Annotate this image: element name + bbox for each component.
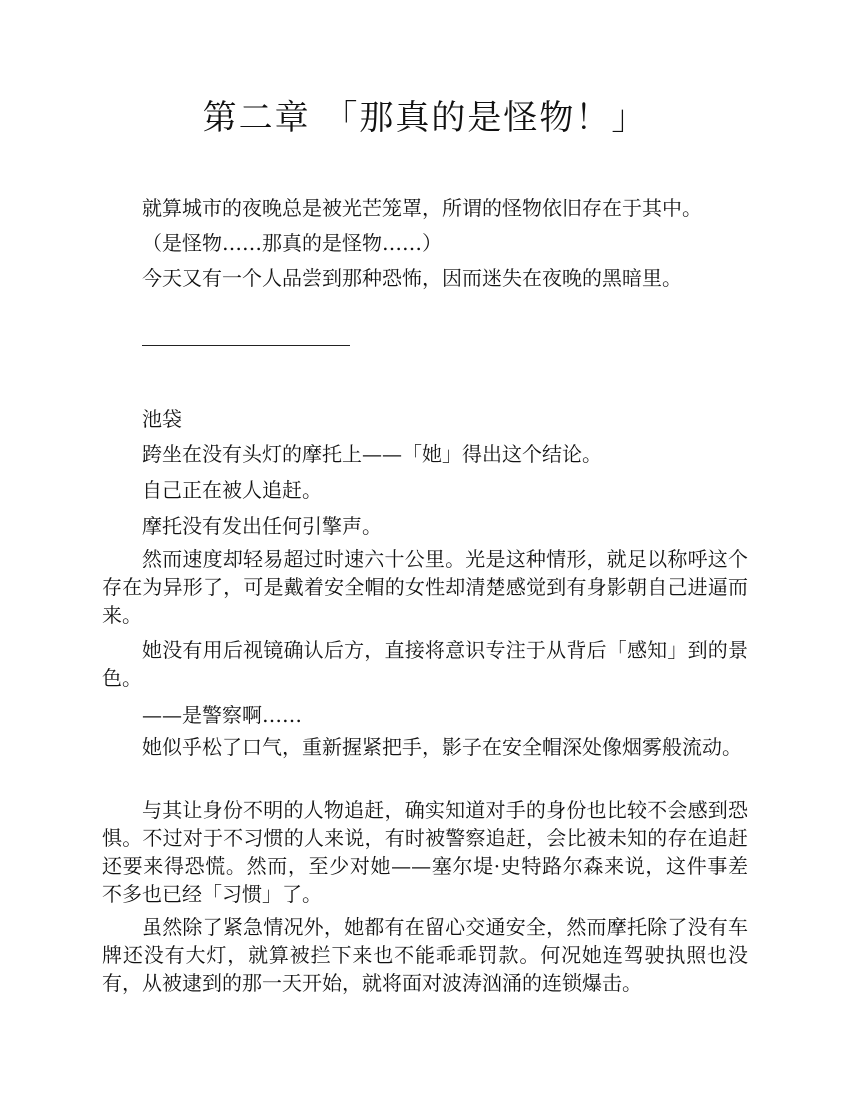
scene-divider [142,345,350,346]
paragraph-police: ——是警察啊…… [142,703,302,727]
location-heading: 池袋 [142,407,182,431]
paragraph-speed: 然而速度却轻易超过时速六十公里。光是这种情形，就足以称呼这个存在为异形了，可是戴着安全帽的女性却清楚感觉到有身影朝自己进逼而来。 [102,547,748,627]
paragraph-fear: 与其让身份不明的人物追赶，确实知道对手的身份也比较不会感到恐惧。不过对于不习惯的人来说，有时被警察追赶，会比被未知的存在追赶还要来得恐慌。然而，至少对她——塞尔堤·史特路尔森来说，这件事差不多也已经「习惯」了。 [102,798,748,906]
chapter-title: 第二章 「那真的是怪物！」 [202,98,648,138]
prologue-line-3: 今天又有一个人品尝到那种恐怖，因而迷失在夜晚的黑暗里。 [142,266,682,290]
paragraph-relief: 她似乎松了口气，重新握紧把手，影子在安全帽深处像烟雾般流动。 [142,735,742,759]
body-line-1: 跨坐在没有头灯的摩托上——「她」得出这个结论。 [142,442,602,466]
body-line-2: 自己正在被人追赶。 [142,478,322,502]
body-line-3: 摩托没有发出任何引擎声。 [142,514,382,538]
prologue-line-1: 就算城市的夜晚总是被光芒笼罩，所谓的怪物依旧存在于其中。 [142,196,702,220]
prologue-line-2: （是怪物……那真的是怪物……） [142,231,442,255]
paragraph-perception: 她没有用后视镜确认后方，直接将意识专注于从背后「感知」到的景色。 [102,638,748,690]
paragraph-license: 虽然除了紧急情况外，她都有在留心交通安全，然而摩托除了没有车牌还没有大灯，就算被拦下来也不能乖乖罚款。何况她连驾驶执照也没有，从被逮到的那一天开始，就将面对波涛汹涌的连锁爆击。 [102,915,748,995]
